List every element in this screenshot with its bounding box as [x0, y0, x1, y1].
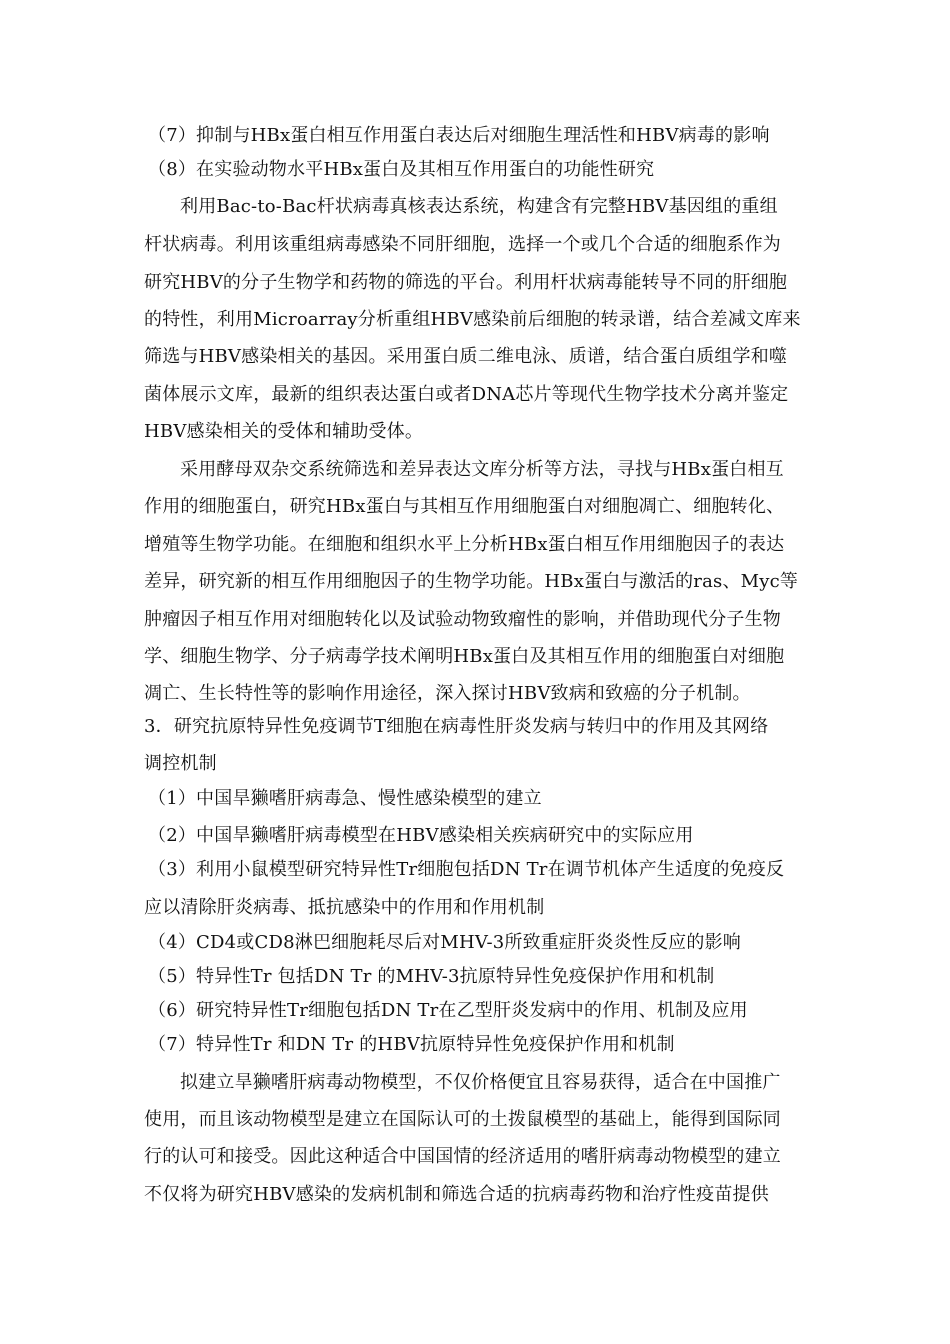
text-line: （8）在实验动物水平HBx蛋白及其相互作用蛋白的功能性研究 [148, 159, 655, 180]
list-item-continuation: 应以清除肝炎病毒、抵抗感染中的作用和作用机制 [144, 897, 545, 918]
text-line: 的特性，利用Microarray分析重组HBV感染前后细胞的转录谱，结合差减文库来 [144, 309, 801, 330]
text-line: 凋亡、生长特性等的影响作用途径，深入探讨HBV致病和致癌的分子机制。 [144, 683, 751, 704]
paragraph-first-line: 利用Bac-to-Bac杆状病毒真核表达系统，构建含有完整HBV基因组的重组 [180, 196, 778, 217]
list-item: （1）中国旱獭嗜肝病毒急、慢性感染模型的建立 [148, 788, 542, 809]
text-line: 行的认可和接受。因此这种适合中国国情的经济适用的嗜肝病毒动物模型的建立 [144, 1146, 781, 1167]
list-item: （3）利用小鼠模型研究特异性Tr细胞包括DN Tr在调节机体产生适度的免疫反 [148, 859, 785, 880]
text-line: 肿瘤因子相互作用对细胞转化以及试验动物致瘤性的影响，并借助现代分子生物 [144, 609, 781, 630]
text-line: 不仅将为研究HBV感染的发病机制和筛选合适的抗病毒药物和治疗性疫苗提供 [144, 1184, 769, 1205]
list-item: （7）特异性Tr 和DN Tr 的HBV抗原特异性免疫保护作用和机制 [148, 1034, 675, 1055]
list-item: （5）特异性Tr 包括DN Tr 的MHV-3抗原特异性免疫保护作用和机制 [148, 966, 715, 987]
list-item: （4）CD4或CD8淋巴细胞耗尽后对MHV-3所致重症肝炎炎性反应的影响 [148, 932, 741, 953]
list-item: （6）研究特异性Tr细胞包括DN Tr在乙型肝炎发病中的作用、机制及应用 [148, 1000, 748, 1021]
text-line: 学、细胞生物学、分子病毒学技术阐明HBx蛋白及其相互作用的细胞蛋白对细胞 [144, 646, 785, 667]
section-heading: 3．研究抗原特异性免疫调节T细胞在病毒性肝炎发病与转归中的作用及其网络 [144, 716, 769, 737]
paragraph-first-line: 采用酵母双杂交系统筛选和差异表达文库分析等方法，寻找与HBx蛋白相互 [180, 459, 784, 480]
text-line: 作用的细胞蛋白，研究HBx蛋白与其相互作用细胞蛋白对细胞凋亡、细胞转化、 [144, 496, 785, 517]
paragraph-first-line: 拟建立旱獭嗜肝病毒动物模型，不仅价格便宜且容易获得，适合在中国推广 [180, 1072, 781, 1093]
section-heading: 调控机制 [144, 753, 217, 774]
list-item: （2）中国旱獭嗜肝病毒模型在HBV感染相关疾病研究中的实际应用 [148, 825, 694, 846]
text-line: 使用，而且该动物模型是建立在国际认可的土拨鼠模型的基础上，能得到国际同 [144, 1109, 781, 1130]
text-line: 研究HBV的分子生物学和药物的筛选的平台。利用杆状病毒能转导不同的肝细胞 [144, 272, 788, 293]
text-line: 杆状病毒。利用该重组病毒感染不同肝细胞，选择一个或几个合适的细胞系作为 [144, 234, 781, 255]
text-line: （7）抑制与HBx蛋白相互作用蛋白表达后对细胞生理活性和HBV病毒的影响 [148, 125, 770, 146]
text-line: 菌体展示文库，最新的组织表达蛋白或者DNA芯片等现代生物学技术分离并鉴定 [144, 384, 789, 405]
text-line: HBV感染相关的受体和辅助受体。 [144, 421, 424, 442]
text-line: 筛选与HBV感染相关的基因。采用蛋白质二维电泳、质谱，结合蛋白质组学和噬 [144, 346, 788, 367]
text-line: 差异，研究新的相互作用细胞因子的生物学功能。HBx蛋白与激活的ras、Myc等 [144, 571, 799, 592]
text-line: 增殖等生物学功能。在细胞和组织水平上分析HBx蛋白相互作用细胞因子的表达 [144, 534, 785, 555]
